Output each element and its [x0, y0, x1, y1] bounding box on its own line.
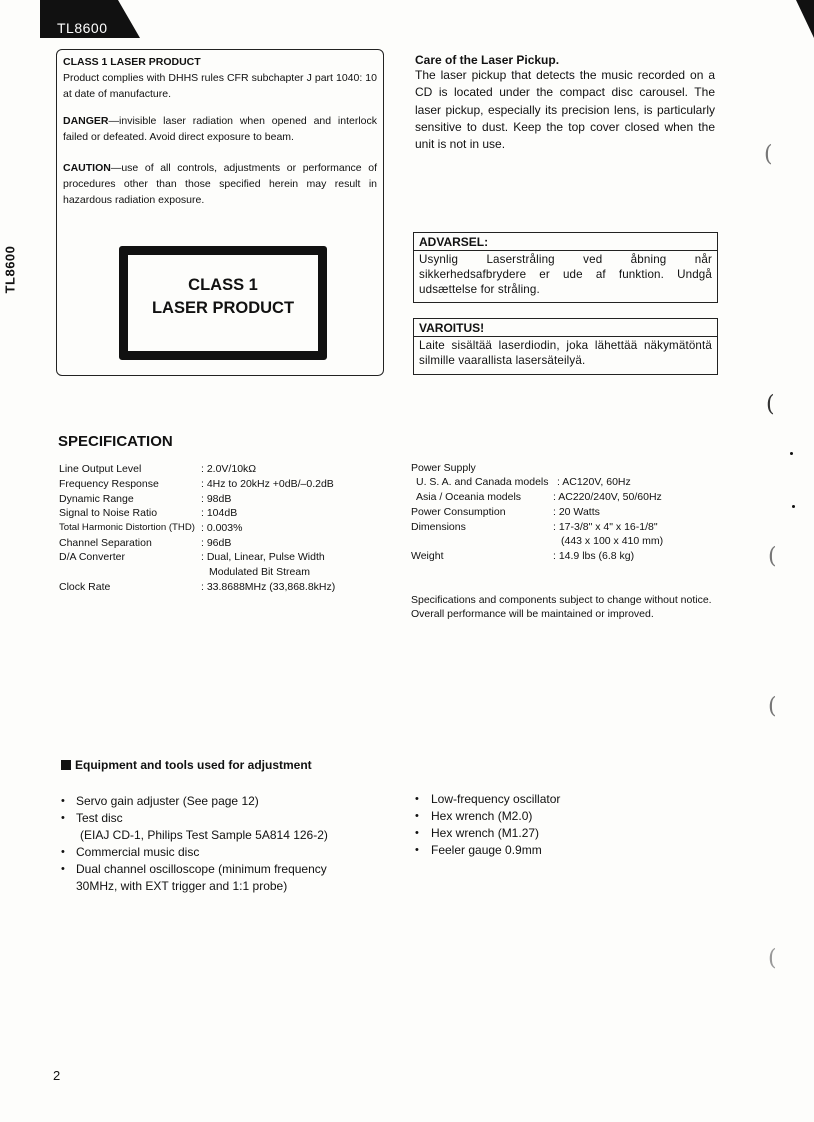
spec-value: : Dual, Linear, Pulse Width	[201, 551, 325, 563]
list-item: Feeler gauge 0.9mm	[431, 843, 542, 857]
spec-label: Signal to Noise Ratio	[59, 507, 158, 519]
spec-label: Total Harmonic Distortion (THD)	[59, 522, 195, 533]
spec-value: : 104dB	[201, 507, 238, 519]
spec-label: Power Consumption	[411, 506, 506, 518]
danger-paragraph	[63, 113, 377, 145]
compliance-text: Product complies with DHHS rules CFR subchapter J part 1040: 10 at date of manufacture.	[63, 72, 377, 100]
spec-value: : 20 Watts	[553, 506, 600, 518]
spec-value: : 98dB	[201, 493, 232, 505]
varoitus-title: VAROITUS!	[414, 319, 717, 337]
advarsel-box	[413, 232, 718, 303]
spec-label: Clock Rate	[59, 581, 111, 593]
caution-label: CAUTION	[63, 162, 111, 174]
list-item: 30MHz, with EXT trigger and 1:1 probe)	[76, 879, 288, 893]
spec-label: U. S. A. and Canada models	[416, 476, 549, 488]
spec-label: Channel Separation	[59, 537, 152, 549]
spec-value: : 96dB	[201, 537, 232, 549]
binder-hole-mark: (	[768, 694, 777, 719]
spec-value: : 4Hz to 20kHz +0dB/–0.2dB	[201, 478, 334, 490]
caution-paragraph	[63, 160, 377, 208]
spec-note-line-2: Overall performance will be maintained or improved.	[411, 608, 654, 620]
spec-label: Power Supply	[411, 462, 476, 474]
care-title: Care of the Laser Pickup.	[415, 53, 560, 67]
danger-text: —invisible laser radiation when opened and interlock failed or defeated. Avoid direct exposure to beam.	[63, 115, 377, 143]
model-name: TL8600	[57, 20, 108, 36]
spec-label: Dynamic Range	[59, 493, 134, 505]
spec-value: Modulated Bit Stream	[209, 566, 310, 578]
spec-value: : 2.0V/10kΩ	[201, 463, 257, 475]
spec-label: Weight	[411, 550, 444, 562]
advarsel-title: ADVARSEL:	[414, 233, 717, 251]
spec-label: Dimensions	[411, 521, 466, 533]
bullet-icon: •	[61, 863, 65, 875]
binder-hole-mark: (	[764, 142, 773, 167]
list-item: Low-frequency oscillator	[431, 792, 561, 806]
plate-line-1: CLASS 1	[188, 276, 258, 294]
danger-label: DANGER	[63, 115, 109, 127]
specification-title: SPECIFICATION	[58, 433, 173, 450]
binder-hole-mark: (	[768, 544, 777, 569]
care-body: The laser pickup that detects the music recorded on a CD is located under the compact disc carousel. The laser pickup, especially its precision lens, is particularly sensitive to dust. Keep the top cover closed when the unit is not in use.	[415, 68, 715, 152]
advarsel-text: Usynlig Laserstråling ved åbning når sikkerhedsafbrydere er ude af funktion. Undgå udsættelse for stråling.	[419, 253, 712, 297]
square-bullet-icon	[61, 760, 71, 770]
spec-label: Asia / Oceania models	[416, 491, 522, 503]
bullet-icon: •	[61, 795, 65, 807]
list-item: (EIAJ CD-1, Philips Test Sample 5A814 126-2)	[80, 828, 328, 842]
laser-box-title: CLASS 1 LASER PRODUCT	[63, 56, 201, 68]
bullet-icon: •	[61, 846, 65, 858]
bullet-icon: •	[415, 793, 419, 805]
caution-text: —use of all controls, adjustments or performance of procedures other than those specified herein may result in hazardous radiation exposure.	[63, 162, 377, 206]
corner-mark	[796, 0, 814, 38]
list-item: Commercial music disc	[76, 845, 200, 859]
speck	[792, 505, 795, 508]
spec-value: : AC120V, 60Hz	[557, 476, 631, 488]
spec-value: : AC220/240V, 50/60Hz	[553, 491, 662, 503]
bullet-icon: •	[415, 827, 419, 839]
equipment-title: Equipment and tools used for adjustment	[75, 758, 312, 772]
bullet-icon: •	[61, 812, 65, 824]
spec-label: Frequency Response	[59, 478, 159, 490]
list-item: Test disc	[76, 811, 123, 825]
spec-value: : 17-3/8" x 4" x 16-1/8"	[553, 521, 658, 533]
binder-hole-mark: (	[766, 392, 775, 417]
bullet-icon: •	[415, 844, 419, 856]
page-number: 2	[53, 1068, 61, 1083]
side-model-label: TL8600	[2, 245, 18, 294]
list-item: Servo gain adjuster (See page 12)	[76, 794, 259, 808]
list-item: Hex wrench (M2.0)	[431, 809, 533, 823]
spec-label: Line Output Level	[59, 463, 142, 475]
bullet-icon: •	[415, 810, 419, 822]
spec-label: D/A Converter	[59, 551, 125, 563]
binder-hole-mark: (	[768, 946, 777, 971]
class1-label-plate	[119, 246, 327, 360]
spec-value: : 0.003%	[201, 522, 243, 534]
plate-line-2: LASER PRODUCT	[151, 299, 295, 317]
spec-value: : 14.9 lbs (6.8 kg)	[553, 550, 635, 562]
spec-value: (443 x 100 x 410 mm)	[561, 535, 664, 547]
varoitus-box	[413, 318, 718, 375]
list-item: Hex wrench (M1.27)	[431, 826, 540, 840]
spec-note-line-1: Specifications and components subject to change without notice.	[411, 594, 712, 606]
laser-warning-box	[56, 49, 384, 376]
speck	[790, 452, 793, 455]
spec-value: : 33.8688MHz (33,868.8kHz)	[201, 581, 336, 593]
varoitus-text: Laite sisältää laserdiodin, joka lähettää näkymätöntä silmille vaarallista lasersäteilyä.	[419, 339, 712, 368]
list-item: Dual channel oscilloscope (minimum frequency	[76, 862, 327, 876]
